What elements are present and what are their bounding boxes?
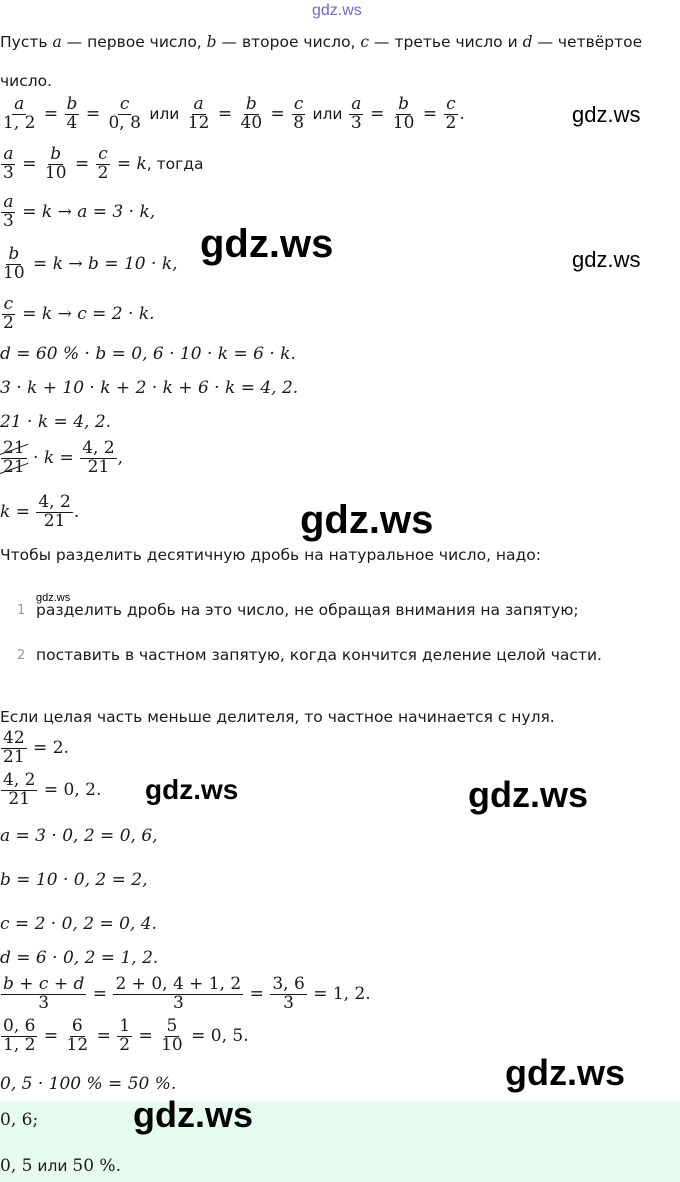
intro-text: — второе число, <box>221 33 356 51</box>
var-d: d <box>522 33 533 51</box>
answer-line-2: 0, 5 или 50 %. <box>0 1156 121 1176</box>
list-number: 2 <box>17 648 26 663</box>
fraction: $\frac{b}{10}$ <box>392 94 415 133</box>
fraction: $\frac{c}{0, 8}$ <box>108 94 141 133</box>
watermark-tiny: gdz.ws <box>36 592 71 604</box>
eq-21k: 21 · k = 4, 2. <box>0 412 112 432</box>
list-number: 1 <box>17 603 26 618</box>
watermark-large: gdz.ws <box>300 498 434 542</box>
var-a: a <box>52 33 62 51</box>
watermark-medium: gdz.ws <box>145 774 239 805</box>
list-item: поставить в частном запятую, когда кончится деление целой части. <box>36 646 602 664</box>
eq-a: $\frac{a}{3}$ = k → a = 3 · k, <box>3 192 156 231</box>
intro-text: — третье число и <box>374 33 518 51</box>
var-b: b <box>206 33 217 51</box>
watermark-small: gdz.ws <box>572 102 641 127</box>
watermark-large: gdz.ws <box>200 222 334 266</box>
fraction: $\frac{a}{1, 2}$ <box>3 94 36 133</box>
proportion-line: $\frac{a}{1, 2}$ = $\frac{b}{4}$ = $\frac{c}{0, 8}$ или $\frac{a}{12}$ = $\frac{b}{40}$ = $\frac{c}{8}$ или $\frac{a}{3}$ = $\frac{b}{10}$ = $\frac{c}{2}$ . <box>3 94 465 133</box>
fraction: $\frac{c}{8}$ <box>293 94 305 133</box>
eq-d: d = 60 % · b = 0, 6 · 10 · k = 6 · k. <box>0 344 296 364</box>
watermark-large: gdz.ws <box>505 1052 626 1093</box>
intro-text: — четвёртое <box>537 33 643 51</box>
watermark-large: gdz.ws <box>133 1094 254 1135</box>
intro-text: — первое число, <box>66 33 202 51</box>
intro-text: Пусть <box>0 33 48 51</box>
fraction: $\frac{b}{40}$ <box>240 94 263 133</box>
rule-title: Чтобы разделить десятичную дробь на натуральное число, надо: <box>0 546 541 564</box>
calc-a: a = 3 · 0, 2 = 0, 6, <box>0 826 158 846</box>
calc-ratio: $\frac{0, 6}{1, 2}$ = $\frac{6}{12}$ = $\frac{1}{2}$ = $\frac{5}{10}$ = 0, 5. <box>3 1016 249 1055</box>
intro-line-2: число. <box>0 72 53 90</box>
fraction: $\frac{a}{12}$ <box>187 94 210 133</box>
watermark-large: gdz.ws <box>468 774 589 815</box>
intro-line-1 <box>0 33 642 51</box>
eq-b: $\frac{b}{10}$ = k → b = 10 · k, <box>3 244 178 283</box>
calc-average: $\frac{b + c + d}{3}$ = $\frac{2 + 0, 4 + 1, 2}{3}$ = $\frac{3, 6}{3}$ = 1, 2. <box>3 974 371 1013</box>
fraction: $\frac{b}{4}$ <box>66 94 78 133</box>
calc-c: c = 2 · 0, 2 = 0, 4. <box>0 914 157 934</box>
fraction: $\frac{c}{2}$ <box>445 94 457 133</box>
calc-d: d = 6 · 0, 2 = 1, 2. <box>0 948 159 968</box>
k-line: $\frac{a}{3}$ = $\frac{b}{10}$ = $\frac{c}{2}$ = k, тогда <box>3 144 204 183</box>
eq-c: $\frac{c}{2}$ = k → c = 2 · k. <box>3 294 155 333</box>
watermark-small: gdz.ws <box>572 247 641 272</box>
fraction: $\frac{a}{3}$ <box>350 94 362 133</box>
calc-percent: 0, 5 · 100 % = 50 %. <box>0 1074 177 1094</box>
eq-div: $\frac{21}{21}$ · k = $\frac{4, 2}{21}$ , <box>3 438 124 477</box>
answer-line-1: 0, 6; <box>0 1110 39 1130</box>
calc-b: b = 10 · 0, 2 = 2, <box>0 870 148 890</box>
calc-f1: $\frac{42}{21}$ = 2. <box>3 728 69 767</box>
eq-k: k = $\frac{4, 2}{21}$ . <box>0 492 80 531</box>
eq-sum: 3 · k + 10 · k + 2 · k + 6 · k = 4, 2. <box>0 378 299 398</box>
rule-note: Если целая часть меньше делителя, то частное начинается с нуля. <box>0 708 555 726</box>
calc-f2: $\frac{4, 2}{21}$ = 0, 2. <box>3 770 102 809</box>
list-item: разделить дробь на это число, не обращая внимания на запятую; <box>36 601 579 619</box>
watermark-top: gdz.ws <box>312 2 362 19</box>
var-c: c <box>360 33 370 51</box>
